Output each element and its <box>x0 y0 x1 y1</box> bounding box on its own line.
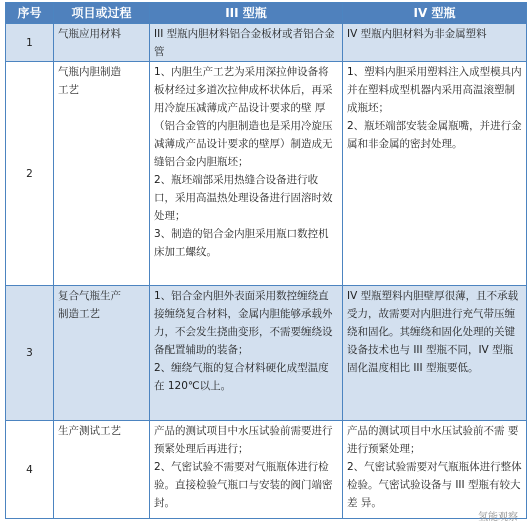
row-type4: IV 型瓶内胆材料为非金属塑料 <box>343 24 527 62</box>
row-number: 1 <box>6 24 54 62</box>
row-number: 4 <box>6 421 54 519</box>
header-type4: IV 型瓶 <box>343 3 527 24</box>
watermark-text: 氢能观察 <box>478 512 518 523</box>
row-type4: 产品的测试项目中水压试验前不需 要进行预紧处理； 2、气密试验需要对气瓶瓶体进行整体检验。气密试验设备与 III 型瓶有较大差 异。 <box>343 421 527 519</box>
table-row <box>6 286 527 421</box>
row-type4: 1、塑料内胆采用塑料注入成型模具内并在塑料成型机器内采用高温滚塑制成瓶坯； 2、瓶坯端部安装金属瓶嘴，并进行金属和非金属的密封处理。 <box>343 62 527 286</box>
row-type3: 1、内胆生产工艺为采用深拉伸设备将 板材经过多道次拉伸成杯状体后，再采用冷旋压减薄成产品设计要求的壁 厚（铝合金管的内胆制造也是采用冷旋压减薄成产品设计要求的壁厚）制造成无缝铝合金内胆瓶坯； 2、瓶坯端部采用热缝合设备进行收口，采用高温热处理设备进行固溶时效处理； 3、制造的铝合金内胆采用瓶口数控机床加工螺纹。 <box>150 62 343 286</box>
row-number: 2 <box>6 62 54 286</box>
table-row <box>6 62 527 286</box>
row-type3: 产品的测试项目中水压试验前需要进行预紧处理后再进行； 2、气密试验不需要对气瓶瓶体进行检验。直接检验气瓶口与安装的阀门端密封。 <box>150 421 343 519</box>
row-item: 复合气瓶生产 制造工艺 <box>54 286 150 421</box>
row-type4: IV 型瓶塑料内胆壁厚很薄，且不承载受力，故需要对内胆进行充气带压缠绕和固化。其缠绕和固化处理的关键设备技术也与 III 型瓶不同，IV 型瓶固化温度相比 III 型瓶要低。 <box>343 286 527 421</box>
row-item: 生产测试工艺 <box>54 421 150 519</box>
table-header-row <box>6 3 527 24</box>
comparison-table <box>5 2 527 519</box>
table-row <box>6 421 527 519</box>
row-number: 3 <box>6 286 54 421</box>
header-item: 项目或过程 <box>54 3 150 24</box>
header-serial: 序号 <box>6 3 54 24</box>
row-type3: III 型瓶内胆材料铝合金板材或者铝合金管 <box>150 24 343 62</box>
row-type3: 1、铝合金内胆外表面采用数控缠绕直接缠绕复合材料，金属内胆能够承载外力，不会发生挠曲变形，不需要缠绕设备配置辅助的装备； 2、缠绕气瓶的复合材料硬化成型温度在 120℃以上。 <box>150 286 343 421</box>
row-item: 气瓶应用材料 <box>54 24 150 62</box>
row-item: 气瓶内胆制造 工艺 <box>54 62 150 286</box>
table-row <box>6 24 527 62</box>
header-type3: III 型瓶 <box>150 3 343 24</box>
